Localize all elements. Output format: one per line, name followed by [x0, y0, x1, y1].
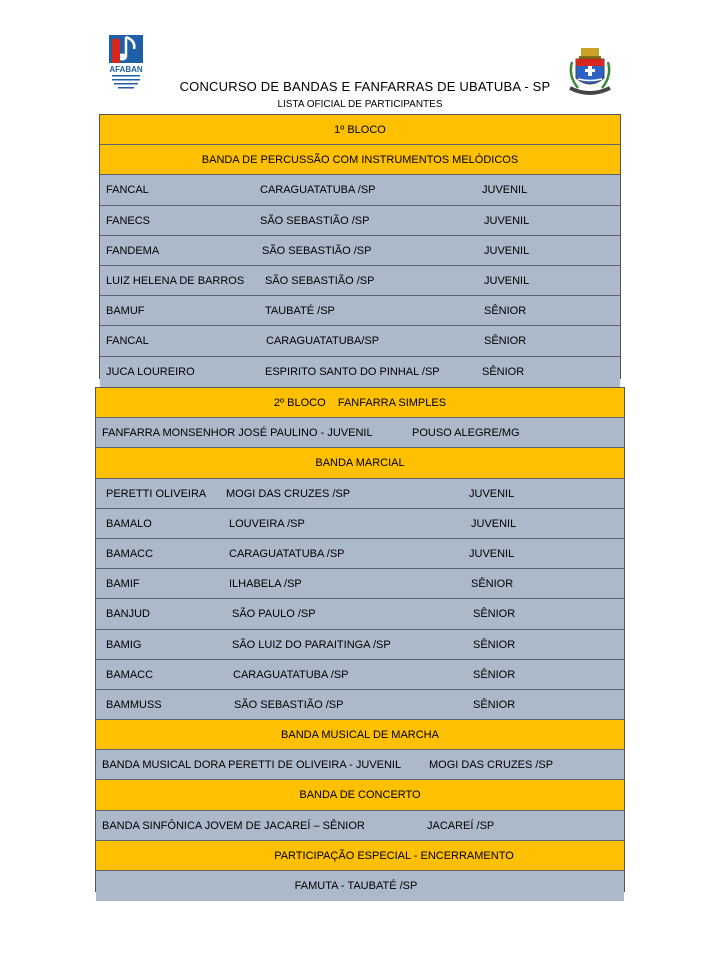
- band-level: JUVENIL: [469, 487, 515, 500]
- band-name: FANCAL: [106, 184, 149, 197]
- band-city: SÃO PAULO /SP: [232, 608, 316, 621]
- block-1-title-row: 1º BLOCO: [100, 115, 620, 145]
- table-row: [96, 539, 624, 569]
- table-row: [96, 569, 624, 599]
- band-name: BAMIG: [106, 638, 142, 651]
- table-row: [100, 236, 620, 266]
- band-level: SÊNIOR: [473, 698, 516, 711]
- band-name: FANDEMA: [106, 244, 160, 257]
- band-city: SÃO SEBASTIÃO /SP: [262, 244, 372, 257]
- band-name: BANDA MUSICAL DORA PERETTI DE OLIVEIRA - JUVENIL: [102, 759, 402, 772]
- band-city: MOGI DAS CRUZES /SP: [429, 759, 554, 772]
- special-band-name: FAMUTA - TAUBATÉ /SP: [294, 880, 418, 892]
- afaban-red-stripe: [112, 39, 120, 63]
- band-city: SÃO SEBASTIÃO /SP: [260, 214, 370, 227]
- band-name: JUCA LOUREIRO: [106, 365, 195, 378]
- table-row: [100, 175, 620, 205]
- band-name: BAMUF: [106, 305, 145, 318]
- table-row: [100, 266, 620, 296]
- band-city: CARAGUATATUBA /SP: [229, 547, 345, 560]
- table-row: [96, 750, 624, 780]
- band-name: FANECS: [106, 214, 151, 227]
- band-level: JUVENIL: [482, 184, 528, 197]
- band-city: SÃO SEBASTIÃO /SP: [234, 698, 344, 711]
- band-name: LUIZ HELENA DE BARROS: [106, 274, 245, 287]
- table-row: [96, 811, 624, 841]
- crown-icon: [581, 48, 599, 56]
- band-level: JUVENIL: [484, 214, 530, 227]
- band-city: SÃO LUIZ DO PARAITINGA /SP: [232, 638, 391, 651]
- band-city: LOUVEIRA /SP: [229, 517, 305, 530]
- block-1-category-row: BANDA DE PERCUSSÃO COM INSTRUMENTOS MELÓDICOS: [100, 145, 620, 175]
- band-level: JUVENIL: [471, 517, 517, 530]
- block-2-title-row: 2º BLOCO FANFARRA SIMPLES: [96, 388, 624, 418]
- band-name: BAMACC: [106, 547, 154, 560]
- band-name: BAMACC: [106, 668, 154, 681]
- band-level: SÊNIOR: [482, 365, 525, 378]
- band-name: PERETTI OLIVEIRA: [106, 487, 207, 500]
- band-level: SÊNIOR: [473, 668, 516, 681]
- band-name: BANJUD: [106, 608, 151, 621]
- afaban-caption-line-icon: [112, 75, 140, 77]
- table-row: [100, 357, 620, 387]
- band-level: SÊNIOR: [473, 608, 516, 621]
- table-row: [96, 418, 624, 448]
- band-level: JUVENIL: [484, 244, 530, 257]
- band-city: CARAGUATATUBA /SP: [233, 668, 349, 681]
- band-level: SÊNIOR: [484, 305, 527, 318]
- band-level: JUVENIL: [469, 547, 515, 560]
- table-row: [100, 296, 620, 326]
- page-title: CONCURSO DE BANDAS E FANFARRAS DE UBATUBA - SP: [179, 79, 551, 94]
- band-city: TAUBATÉ /SP: [265, 305, 335, 318]
- table-row: [96, 660, 624, 690]
- page-subtitle: LISTA OFICIAL DE PARTICIPANTES: [277, 99, 443, 110]
- table-row: [100, 206, 620, 236]
- banda-concerto-title-row: BANDA DE CONCERTO: [96, 780, 624, 810]
- table-row: [96, 871, 624, 901]
- band-level: SÊNIOR: [471, 578, 514, 591]
- band-name: BAMALO: [106, 517, 152, 530]
- band-name: BAMMUSS: [106, 698, 162, 711]
- table-row: [96, 479, 624, 509]
- table-row: [96, 599, 624, 629]
- table-row: [96, 690, 624, 720]
- band-city: POUSO ALEGRE/MG: [412, 427, 520, 440]
- block-2-table: [95, 387, 625, 892]
- afaban-logo-text: AFABAN: [109, 65, 143, 74]
- band-city: ESPIRITO SANTO DO PINHAL /SP: [265, 365, 440, 378]
- block-1-table: [99, 114, 621, 379]
- band-name: FANCAL: [106, 335, 149, 348]
- participacao-especial-title-row: PARTICIPAÇÃO ESPECIAL - ENCERRAMENTO: [96, 841, 624, 871]
- band-level: SÊNIOR: [484, 335, 527, 348]
- band-name: BAMIF: [106, 578, 140, 591]
- band-level: JUVENIL: [484, 274, 530, 287]
- band-name: BANDA SINFÔNICA JOVEM DE JACAREÍ – SÊNIOR: [102, 819, 365, 832]
- band-city: SÃO SEBASTIÃO /SP: [265, 274, 375, 287]
- band-city: JACAREÍ /SP: [427, 819, 495, 832]
- band-city: CARAGUATATUBA /SP: [260, 184, 376, 197]
- banda-marcial-title-row: BANDA MARCIAL: [96, 448, 624, 478]
- band-city: MOGI DAS CRUZES /SP: [226, 487, 351, 500]
- band-city: ILHABELA /SP: [229, 578, 302, 591]
- band-city: CARAGUATATUBA/SP: [266, 335, 380, 348]
- table-row: [100, 326, 620, 356]
- table-row: [96, 630, 624, 660]
- banda-musical-marcha-title-row: BANDA MUSICAL DE MARCHA: [96, 720, 624, 750]
- band-level: SÊNIOR: [473, 638, 516, 651]
- band-name: FANFARRA MONSENHOR JOSÉ PAULINO - JUVENIL: [102, 427, 373, 440]
- table-row: [96, 509, 624, 539]
